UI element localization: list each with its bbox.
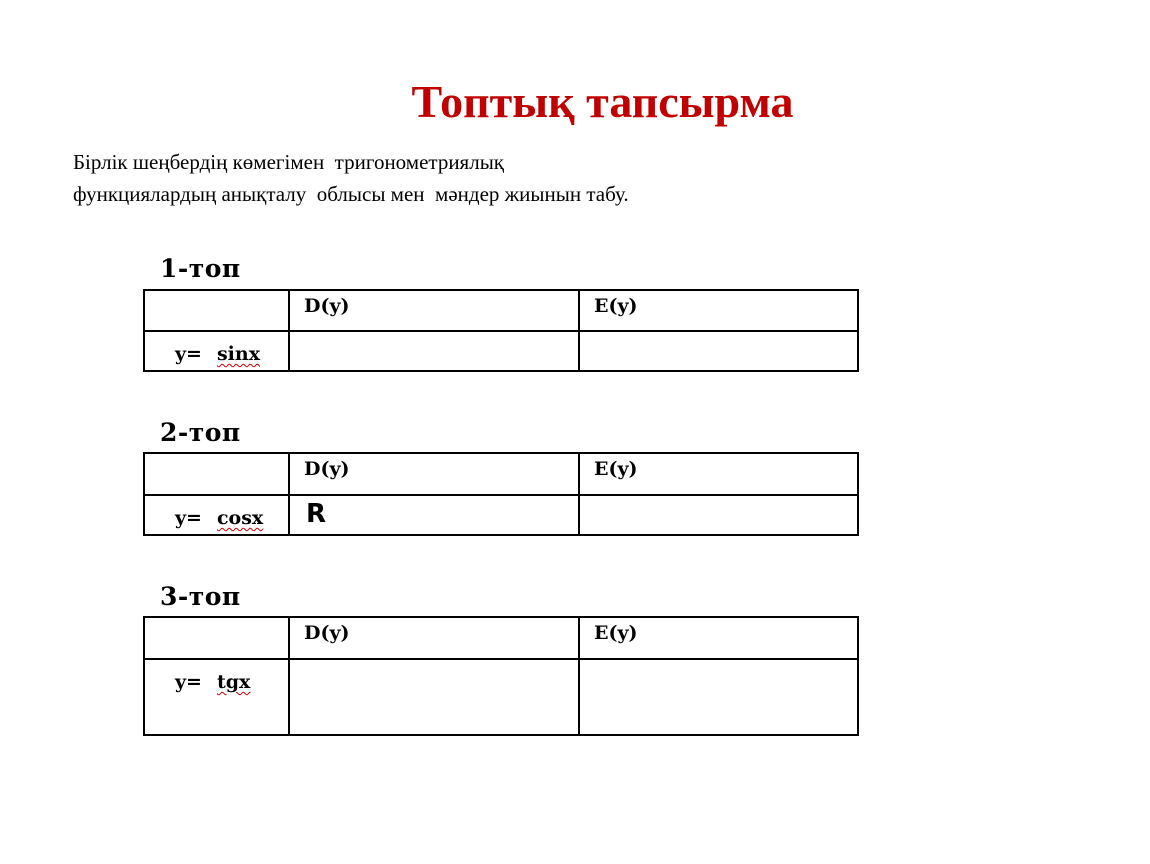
domain-value-cell	[289, 331, 579, 371]
function-prefix: y=	[175, 507, 202, 529]
range-value-cell	[579, 331, 858, 371]
header-empty-cell	[144, 617, 289, 659]
task-description	[73, 146, 973, 210]
function-cell	[144, 331, 289, 371]
header-range-label: E(y)	[594, 622, 638, 644]
group-3-title: 3-топ	[160, 582, 241, 611]
header-domain-cell	[289, 290, 579, 331]
function-cell	[144, 495, 289, 535]
header-domain-label: D(y)	[304, 622, 350, 644]
domain-value	[290, 675, 304, 678]
domain-value	[290, 347, 304, 350]
function-name: cosx	[216, 507, 264, 529]
table-header-row	[144, 453, 858, 495]
header-domain-label: D(y)	[304, 458, 350, 480]
table-header-row	[144, 617, 858, 659]
table-row	[144, 495, 858, 535]
header-range-label: E(y)	[594, 458, 638, 480]
description-line-1: Бірлік шеңбердің көмегімен тригонометриялық	[73, 150, 505, 174]
range-value	[580, 347, 594, 350]
table-row	[144, 659, 858, 735]
header-empty-cell	[144, 453, 289, 495]
table-row	[144, 331, 858, 371]
header-domain-cell	[289, 617, 579, 659]
header-empty-cell	[144, 290, 289, 331]
header-range-cell	[579, 617, 858, 659]
header-domain-cell	[289, 453, 579, 495]
function-prefix: y=	[175, 343, 202, 365]
function-name: sinx	[216, 343, 261, 365]
header-range-cell	[579, 453, 858, 495]
function-cell	[144, 659, 289, 735]
function-prefix: y=	[175, 671, 202, 693]
header-domain-label: D(y)	[304, 295, 350, 317]
function-name: tgx	[216, 671, 251, 693]
group-1-title: 1-топ	[160, 254, 241, 283]
domain-value-cell	[289, 495, 579, 535]
domain-value: R	[306, 499, 327, 529]
header-range-cell	[579, 290, 858, 331]
group-2-table	[143, 452, 859, 536]
description-line-2: функциялардың анықталу облысы мен мәндер жиынын табу.	[73, 182, 629, 206]
range-value-cell	[579, 659, 858, 735]
range-value-cell	[579, 495, 858, 535]
range-value	[580, 511, 594, 514]
group-2-title: 2-топ	[160, 418, 241, 447]
header-range-label: E(y)	[594, 295, 638, 317]
group-1-table	[143, 289, 859, 372]
table-header-row	[144, 290, 858, 331]
group-3-table	[143, 616, 859, 736]
range-value	[580, 675, 594, 678]
slide-title: Топтық тапсырма	[411, 76, 794, 127]
domain-value-cell	[289, 659, 579, 735]
